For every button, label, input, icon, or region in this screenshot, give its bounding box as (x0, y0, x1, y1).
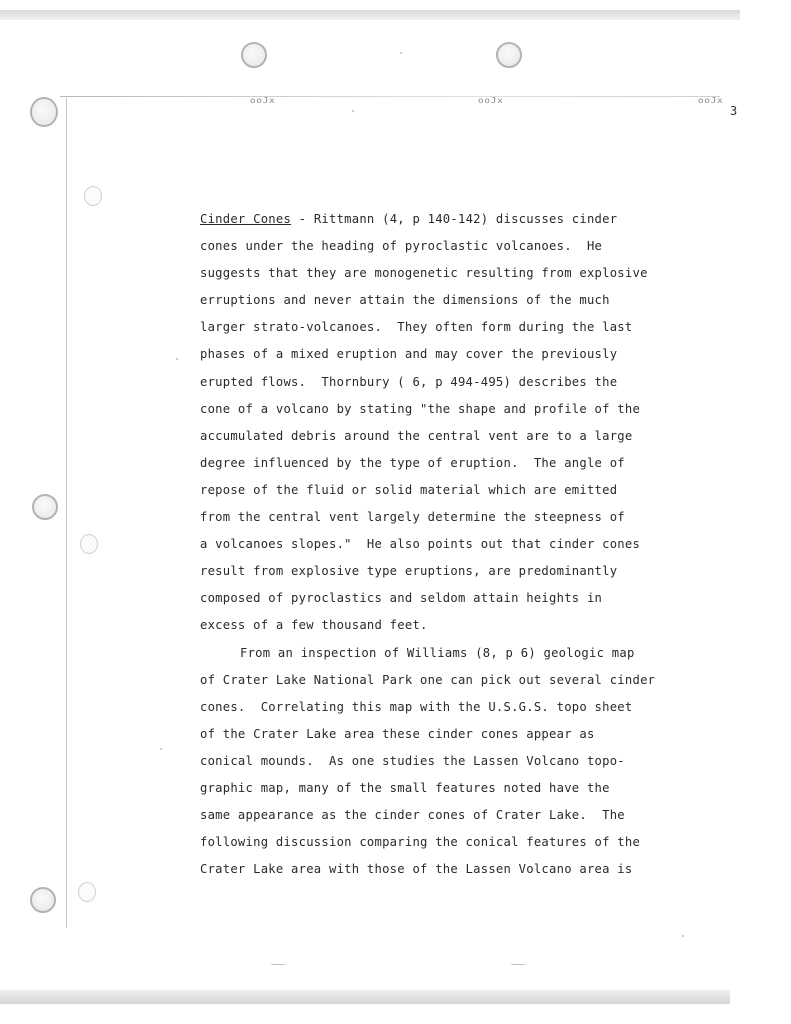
paragraph-1-line: accumulated debris around the central vent are to a large (200, 428, 633, 443)
paragraph-2-line: conical mounds. As one studies the Lassen Volcano topo- (200, 753, 625, 768)
paragraph-1-line-1-text: - Rittmann (4, p 140-142) discusses cinder (291, 212, 618, 226)
scan-speck (176, 358, 178, 360)
scan-speck (160, 748, 162, 750)
paragraph-1-line: excess of a few thousand feet. (200, 618, 428, 633)
stamp-left: ooJx (249, 96, 276, 105)
document-body (200, 206, 720, 883)
paragraph-1-line: cones under the heading of pyroclastic volcanoes. He (200, 239, 603, 254)
paragraph-1-line: suggests that they are monogenetic resulting from explosive (200, 266, 648, 281)
paragraph-1-line: erruptions and never attain the dimensions of the much (200, 293, 610, 308)
punch-hole-left-lower-faint (78, 882, 96, 902)
punch-hole-top-right (496, 42, 522, 68)
paragraph-1-line-1 (200, 206, 720, 233)
paragraph-2-line: Crater Lake area with those of the Lassen Volcano area is (200, 862, 633, 877)
scan-speck (400, 52, 402, 54)
paragraph-2-line: following discussion comparing the conical features of the (200, 835, 641, 850)
paragraph-2-line: graphic map, many of the small features noted have the (200, 780, 610, 795)
punch-hole-left-lower (30, 887, 56, 913)
punch-hole-left-upper (30, 97, 58, 127)
punch-hole-left-middle (32, 494, 58, 520)
scan-speck (352, 110, 354, 112)
scan-top-edge (0, 10, 740, 20)
paragraph-1-line: cone of a volcano by stating "the shape and profile of the (200, 401, 641, 416)
paragraph-2-line: From an inspection of Williams (8, p 6) geologic map (240, 645, 635, 660)
paragraph-2-line: of the Crater Lake area these cinder cones appear as (200, 726, 595, 741)
paragraph-1-line: from the central vent largely determine the steepness of (200, 510, 625, 525)
paragraph-1-line: repose of the fluid or solid material which are emitted (200, 482, 618, 497)
paragraph-2-line: of Crater Lake National Park one can pick out several cinder (200, 672, 656, 687)
scan-speck (270, 964, 286, 965)
scan-speck (682, 935, 684, 937)
scan-bottom-edge (0, 990, 730, 1004)
paragraph-1-line: a volcanoes slopes." He also points out that cinder cones (200, 537, 641, 552)
paragraph-1-line: phases of a mixed eruption and may cover the previously (200, 347, 618, 362)
punch-hole-top-left (241, 42, 267, 68)
paragraph-2-line: same appearance as the cinder cones of Crater Lake. The (200, 808, 625, 823)
page-left-margin-line (66, 98, 67, 928)
punch-hole-left-second (84, 186, 102, 206)
section-heading: Cinder Cones (200, 212, 292, 226)
stamp-center: ooJx (477, 96, 504, 105)
punch-hole-left-middle-faint (80, 534, 98, 554)
stamp-right: ooJx (697, 96, 724, 105)
page-top-rule (60, 96, 720, 97)
paragraph-1-line: composed of pyroclastics and seldom attain heights in (200, 591, 603, 606)
paragraph-1-line: result from explosive type eruptions, are predominantly (200, 564, 618, 579)
paragraph-1-line: degree influenced by the type of eruption. The angle of (200, 455, 625, 470)
paragraph-1-line: erupted flows. Thornbury ( 6, p 494-495) describes the (200, 374, 618, 389)
paragraph-2-line: cones. Correlating this map with the U.S.G.S. topo sheet (200, 699, 633, 714)
scan-speck (510, 964, 526, 965)
paragraph-1-line: larger strato-volcanoes. They often form during the last (200, 320, 633, 335)
page-number: 3 (730, 104, 738, 118)
